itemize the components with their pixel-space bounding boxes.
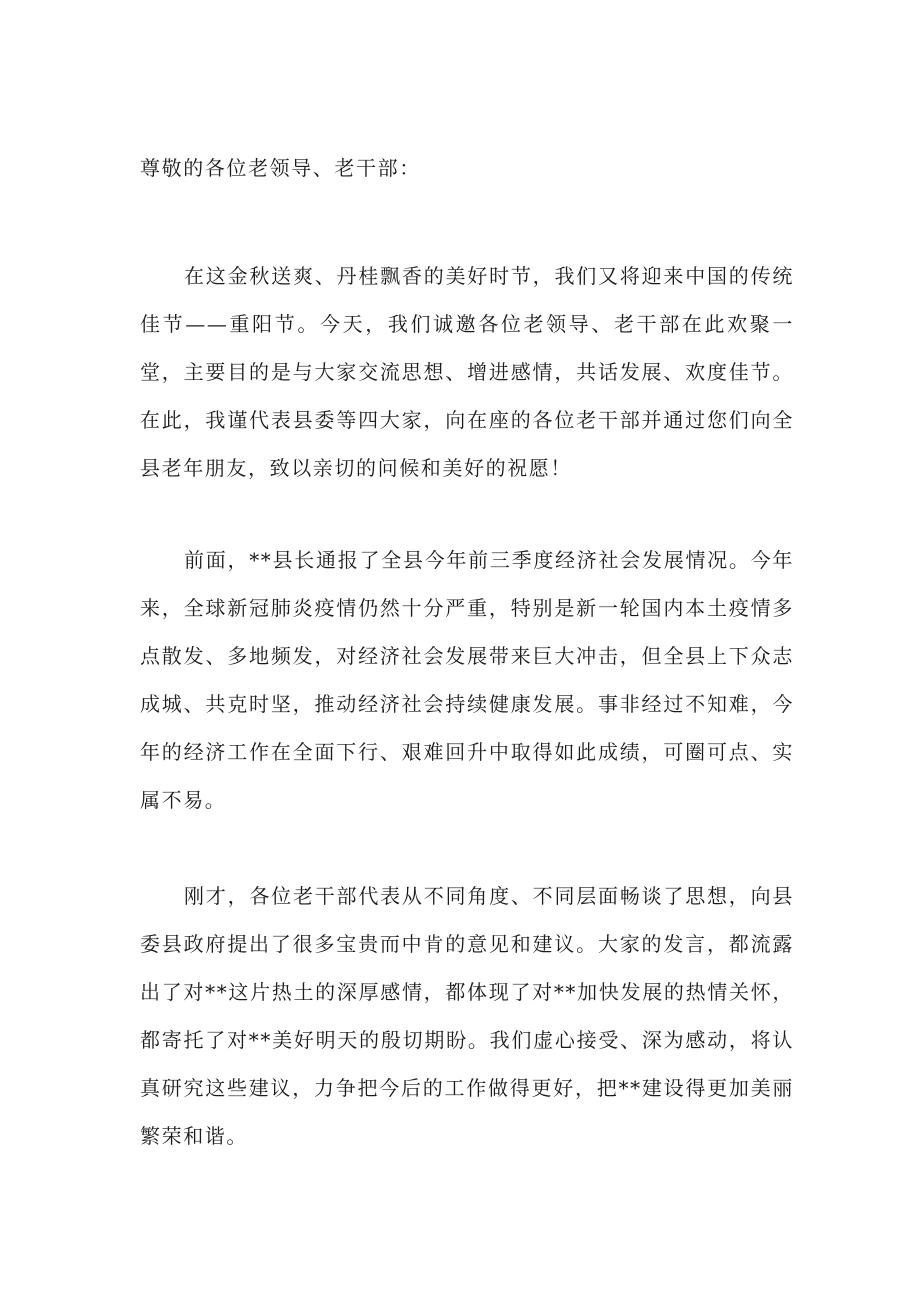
paragraph-economy-report: 前面，**县长通报了全县今年前三季度经济社会发展情况。今年来，全球新冠肺炎疫情仍然十分严重，特别是新一轮国内本土疫情多点散发、多地频发，对经济社会发展带来巨大冲击，但全县上下众志成城、共克时坚，推动经济社会持续健康发展。事非经过不知难，今年的经济工作在全面下行、艰难回升中取得如此成绩，可圈可点、实属不易。 — [140, 548, 794, 812]
salutation: 尊敬的各位老领导、老干部： — [140, 156, 421, 180]
paragraph-opening: 在这金秋送爽、丹桂飘香的美好时节，我们又将迎来中国的传统佳节——重阳节。今天，我们诚邀各位老领导、老干部在此欢聚一堂，主要目的是与大家交流思想、增进感情，共话发展、欢度佳节。在此，我谨代表县委等四大家，向在座的各位老干部并通过您们向全县老年朋友，致以亲切的问候和美好的祝愿！ — [140, 264, 794, 480]
paragraph-cadre-suggestions: 刚才，各位老干部代表从不同角度、不同层面畅谈了思想，向县委县政府提出了很多宝贵而中肯的意见和建议。大家的发言，都流露出了对**这片热土的深厚感情，都体现了对**加快发展的热情关怀，都寄托了对**美好明天的殷切期盼。我们虚心接受、深为感动，将认真研究这些建议，力争把今后的工作做得更好，把**建设得更加美丽繁荣和谐。 — [140, 884, 794, 1148]
